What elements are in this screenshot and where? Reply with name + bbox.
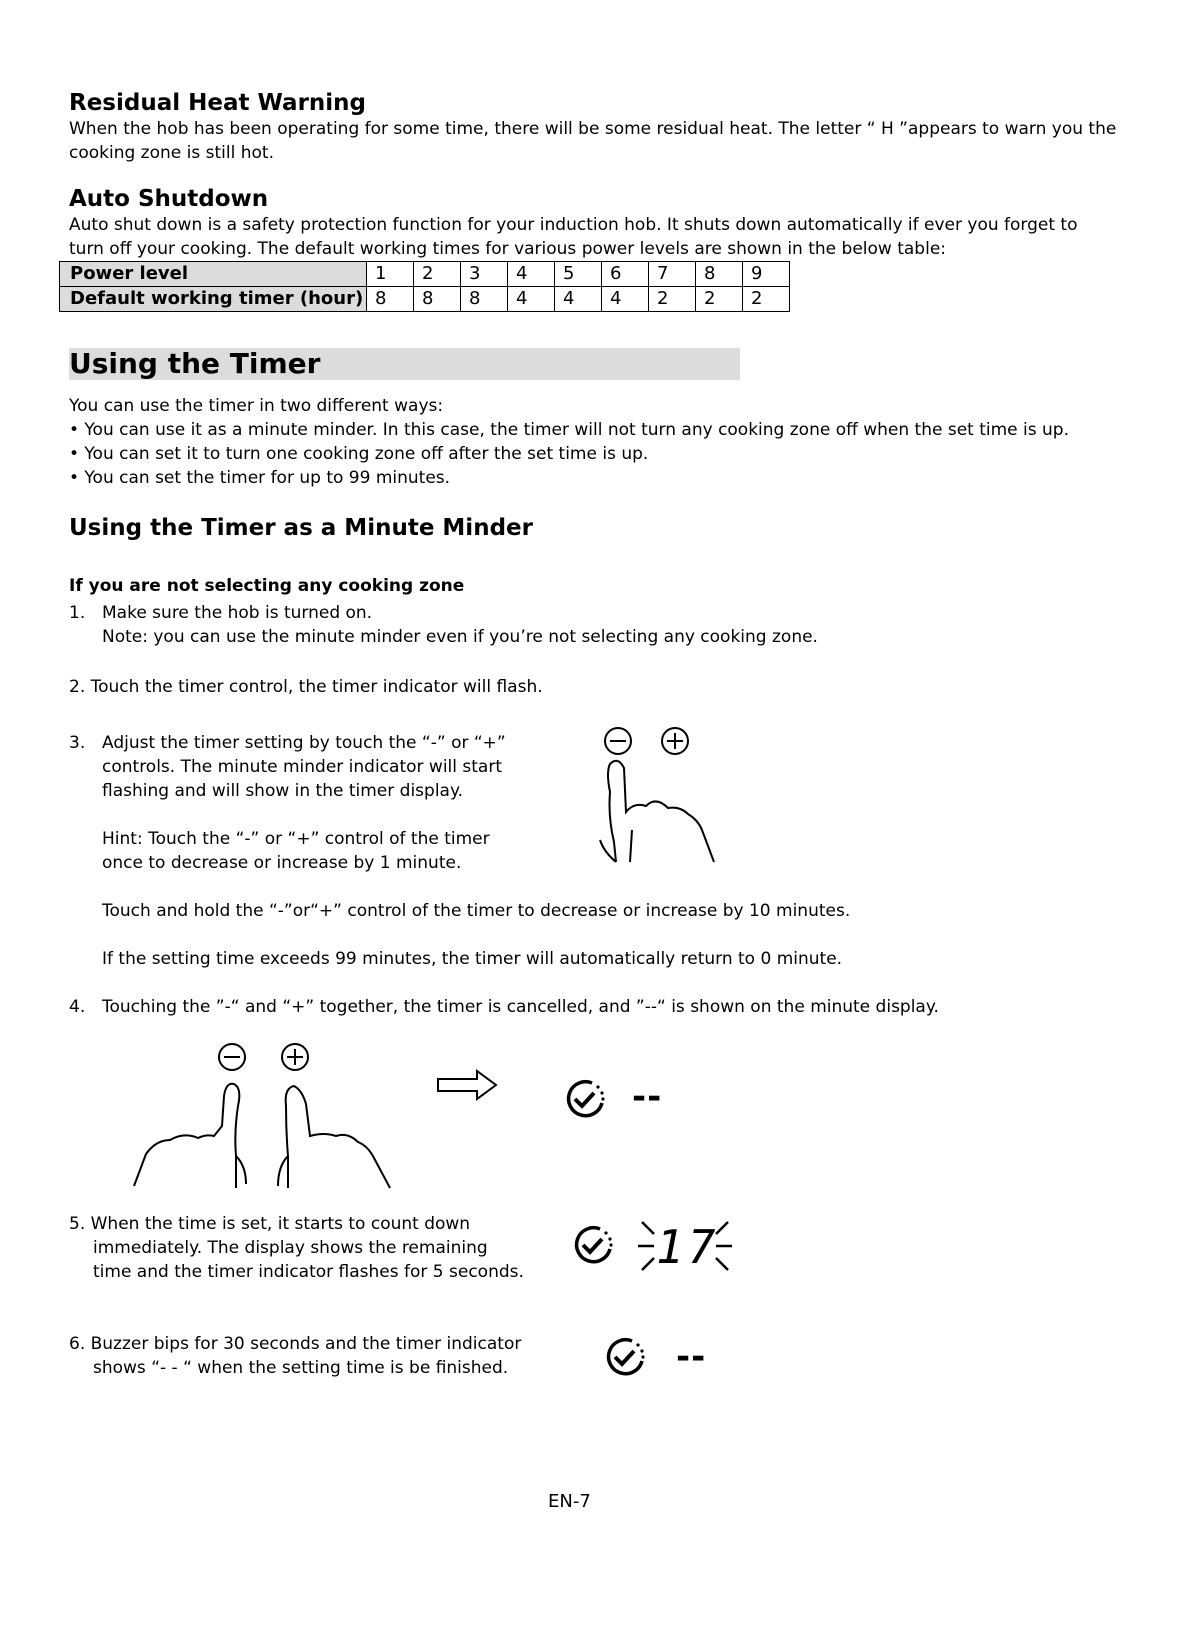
step-3-line-1: Adjust the timer setting by touch the “-” or “+”	[102, 733, 506, 753]
working-timer-cell: 2	[743, 287, 790, 312]
timer-indicator-icon	[564, 1078, 608, 1122]
double-touch-illustration	[128, 1036, 408, 1196]
residual-heat-line-1: When the hob has been operating for some time, there will be some residual heat. The letter “ H ”appears to warn you the	[69, 119, 1117, 139]
timer-bullet-1: • You can use it as a minute minder. In this case, the timer will not turn any cooking zone off when the set time is up.	[69, 420, 1069, 440]
plus-icon	[282, 1044, 308, 1070]
timer-bullet-3: • You can set the timer for up to 99 minutes.	[69, 468, 451, 488]
working-timer-cell: 4	[508, 287, 555, 312]
hint-line-1: Hint: Touch the “-” or “+” control of the timer	[102, 829, 490, 849]
right-arrow-icon	[437, 1068, 501, 1104]
step-3-number: 3.	[69, 733, 86, 753]
minus-icon	[219, 1044, 245, 1070]
residual-heat-heading: Residual Heat Warning	[69, 90, 367, 116]
power-level-table	[59, 261, 790, 312]
using-timer-heading: Using the Timer	[69, 347, 321, 380]
step-4-text: Touching the ”-“ and “+” together, the timer is cancelled, and ”--“ is shown on the minute display.	[102, 997, 939, 1017]
power-level-cell: 4	[508, 262, 555, 287]
minute-display: --	[676, 1337, 707, 1377]
power-level-cell: 8	[696, 262, 743, 287]
step-5-line-2: immediately. The display shows the remaining	[93, 1238, 488, 1258]
table-row	[60, 287, 790, 312]
step-1-note: Note: you can use the minute minder even if you’re not selecting any cooking zone.	[102, 627, 818, 647]
left-hand-icon	[134, 1084, 246, 1188]
step-5-line-1: 5. When the time is set, it starts to count down	[69, 1214, 471, 1234]
working-timer-label: Default working timer (hour)	[60, 287, 367, 312]
right-hand-icon	[278, 1086, 390, 1188]
power-level-cell: 1	[367, 262, 414, 287]
working-timer-cell: 2	[696, 287, 743, 312]
table-row	[60, 262, 790, 287]
step-1-text: Make sure the hob is turned on.	[102, 603, 373, 623]
exceed-text: If the setting time exceeds 99 minutes, the timer will automatically return to 0 minute.	[102, 949, 843, 969]
hint-line-2: once to decrease or increase by 1 minute.	[102, 853, 462, 873]
power-level-cell: 6	[602, 262, 649, 287]
timer-indicator-icon	[572, 1224, 616, 1268]
power-level-cell: 3	[461, 262, 508, 287]
auto-shutdown-line-2: turn off your cooking. The default working times for various power levels are shown in the below table:	[69, 239, 947, 259]
working-timer-cell: 8	[414, 287, 461, 312]
page-number: EN-7	[548, 1491, 591, 1512]
timer-indicator-icon	[604, 1336, 648, 1380]
single-touch-illustration	[590, 722, 730, 872]
step-6-line-2: shows “- - “ when the setting time is be finished.	[93, 1358, 509, 1378]
step-4-number: 4.	[69, 997, 86, 1017]
minute-minder-heading: Using the Timer as a Minute Minder	[69, 515, 533, 541]
auto-shutdown-heading: Auto Shutdown	[69, 186, 269, 212]
residual-heat-line-2: cooking zone is still hot.	[69, 143, 274, 163]
power-level-cell: 7	[649, 262, 696, 287]
working-timer-cell: 8	[461, 287, 508, 312]
hand-icon	[600, 761, 714, 862]
working-timer-cell: 4	[555, 287, 602, 312]
step-2-text: 2. Touch the timer control, the timer indicator will flash.	[69, 677, 543, 697]
timer-intro: You can use the timer in two different ways:	[69, 396, 444, 416]
plus-icon	[662, 728, 688, 754]
step-6-line-1: 6. Buzzer bips for 30 seconds and the timer indicator	[69, 1334, 522, 1354]
step-5-line-3: time and the timer indicator flashes for 5 seconds.	[93, 1262, 524, 1282]
power-level-cell: 5	[555, 262, 602, 287]
auto-shutdown-line-1: Auto shut down is a safety protection function for your induction hob. It shuts down automatically if ever you forget to	[69, 215, 1078, 235]
timer-bullet-2: • You can set it to turn one cooking zone off after the set time is up.	[69, 444, 649, 464]
minute-display: --	[632, 1077, 663, 1117]
minus-icon	[605, 728, 631, 754]
working-timer-cell: 4	[602, 287, 649, 312]
power-level-label: Power level	[60, 262, 367, 287]
minder-subheading: If you are not selecting any cooking zone	[69, 576, 465, 596]
working-timer-cell: 8	[367, 287, 414, 312]
step-3-line-3: flashing and will show in the timer display.	[102, 781, 464, 801]
working-timer-cell: 2	[649, 287, 696, 312]
step-3-line-2: controls. The minute minder indicator will start	[102, 757, 502, 777]
countdown-display: 17	[656, 1220, 720, 1274]
power-level-cell: 9	[743, 262, 790, 287]
power-level-cell: 2	[414, 262, 461, 287]
hold-text: Touch and hold the “-”or“+” control of the timer to decrease or increase by 10 minutes.	[102, 901, 851, 921]
step-1-number: 1.	[69, 603, 86, 623]
